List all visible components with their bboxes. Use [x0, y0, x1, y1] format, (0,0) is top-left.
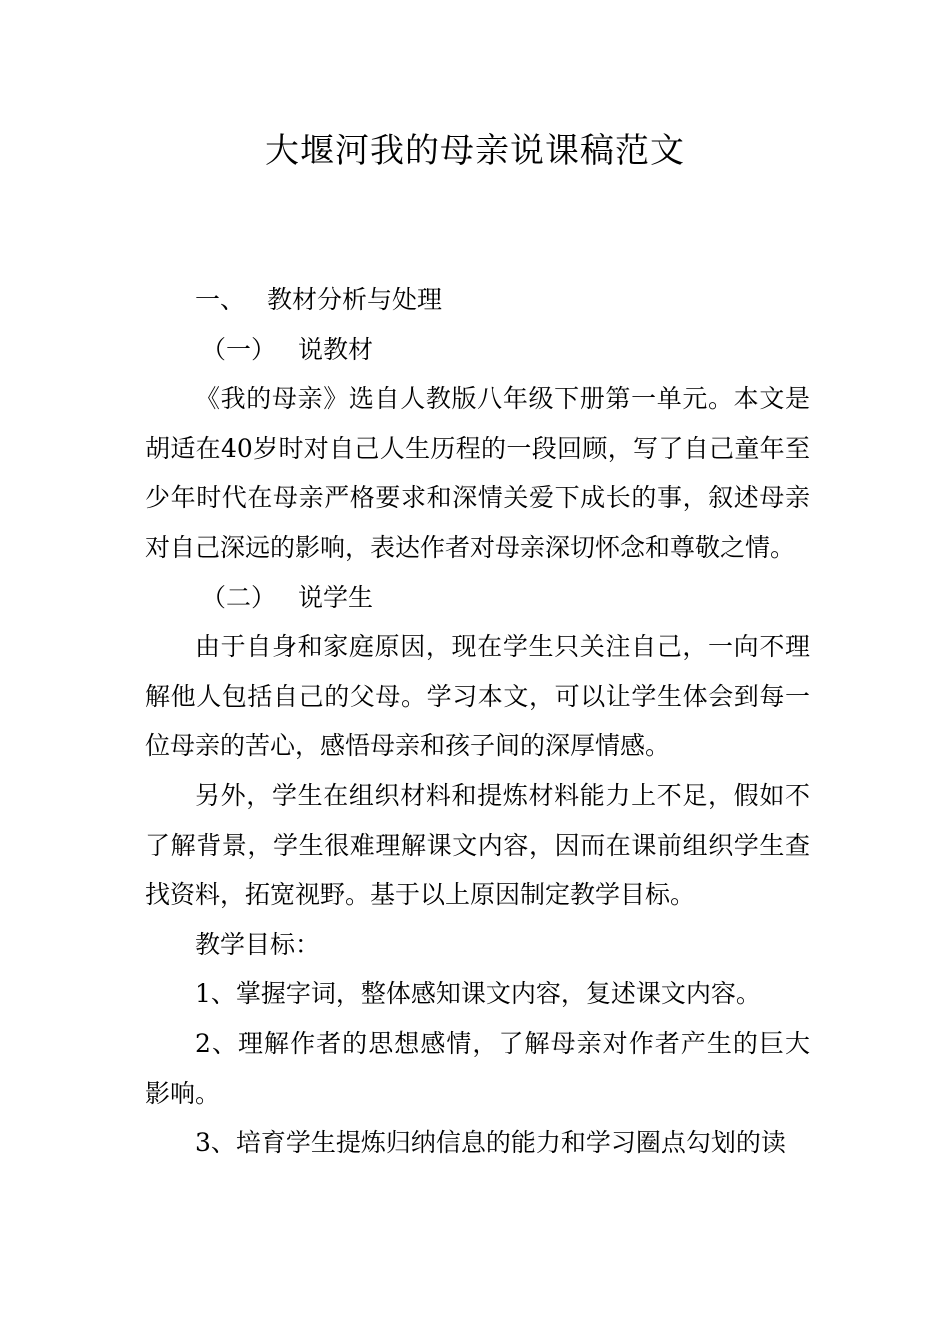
subsection-heading-1	[145, 325, 810, 375]
subsection-heading-2	[145, 573, 810, 623]
goal-item-1: 1、掌握字词，整体感知课文内容，复述课文内容。	[195, 979, 761, 1009]
document-body	[145, 275, 810, 1168]
goal-item-3: 3、培育学生提炼归纳信息的能力和学习圈点勾划的读	[195, 1128, 786, 1158]
subsection-number: （一）	[201, 334, 277, 364]
document-title: 大堰河我的母亲说课稿范文	[265, 131, 685, 171]
section-heading-text: 教材分析与处理	[267, 285, 443, 314]
paragraph-students-1: 由于自身和家庭原因，现在学生只关注自己，一向不理解他人包括自己的父母。学习本文，可以让学生体会到每一位母亲的苦心，感悟母亲和孩子间的深厚情感。	[145, 632, 810, 761]
subsection-heading-text: 说教材	[298, 334, 374, 364]
paragraph-students-2: 另外，学生在组织材料和提炼材料能力上不足，假如不了解背景，学生很难理解课文内容，因而在课前组织学生查找资料，拓宽视野。基于以上原因制定教学目标。	[145, 780, 810, 910]
subsection-heading-text: 说学生	[298, 582, 374, 612]
section-number: 一、	[195, 285, 246, 314]
subsection-number: （二）	[201, 582, 277, 612]
goals-label: 教学目标：	[195, 929, 321, 959]
section-heading-1	[145, 275, 810, 325]
paragraph-textbook: 《我的母亲》选自人教版八年级下册第一单元。本文是胡适在40岁时对自己人生历程的一段回顾，写了自己童年至少年时代在母亲严格要求和深情关爱下成长的事，叙述母亲对自己深远的影响，表达作者对母亲深切怀念和尊敬之情。	[145, 384, 810, 562]
goal-item-2: 2、理解作者的思想感情，了解母亲对作者产生的巨大影响。	[145, 1028, 810, 1108]
